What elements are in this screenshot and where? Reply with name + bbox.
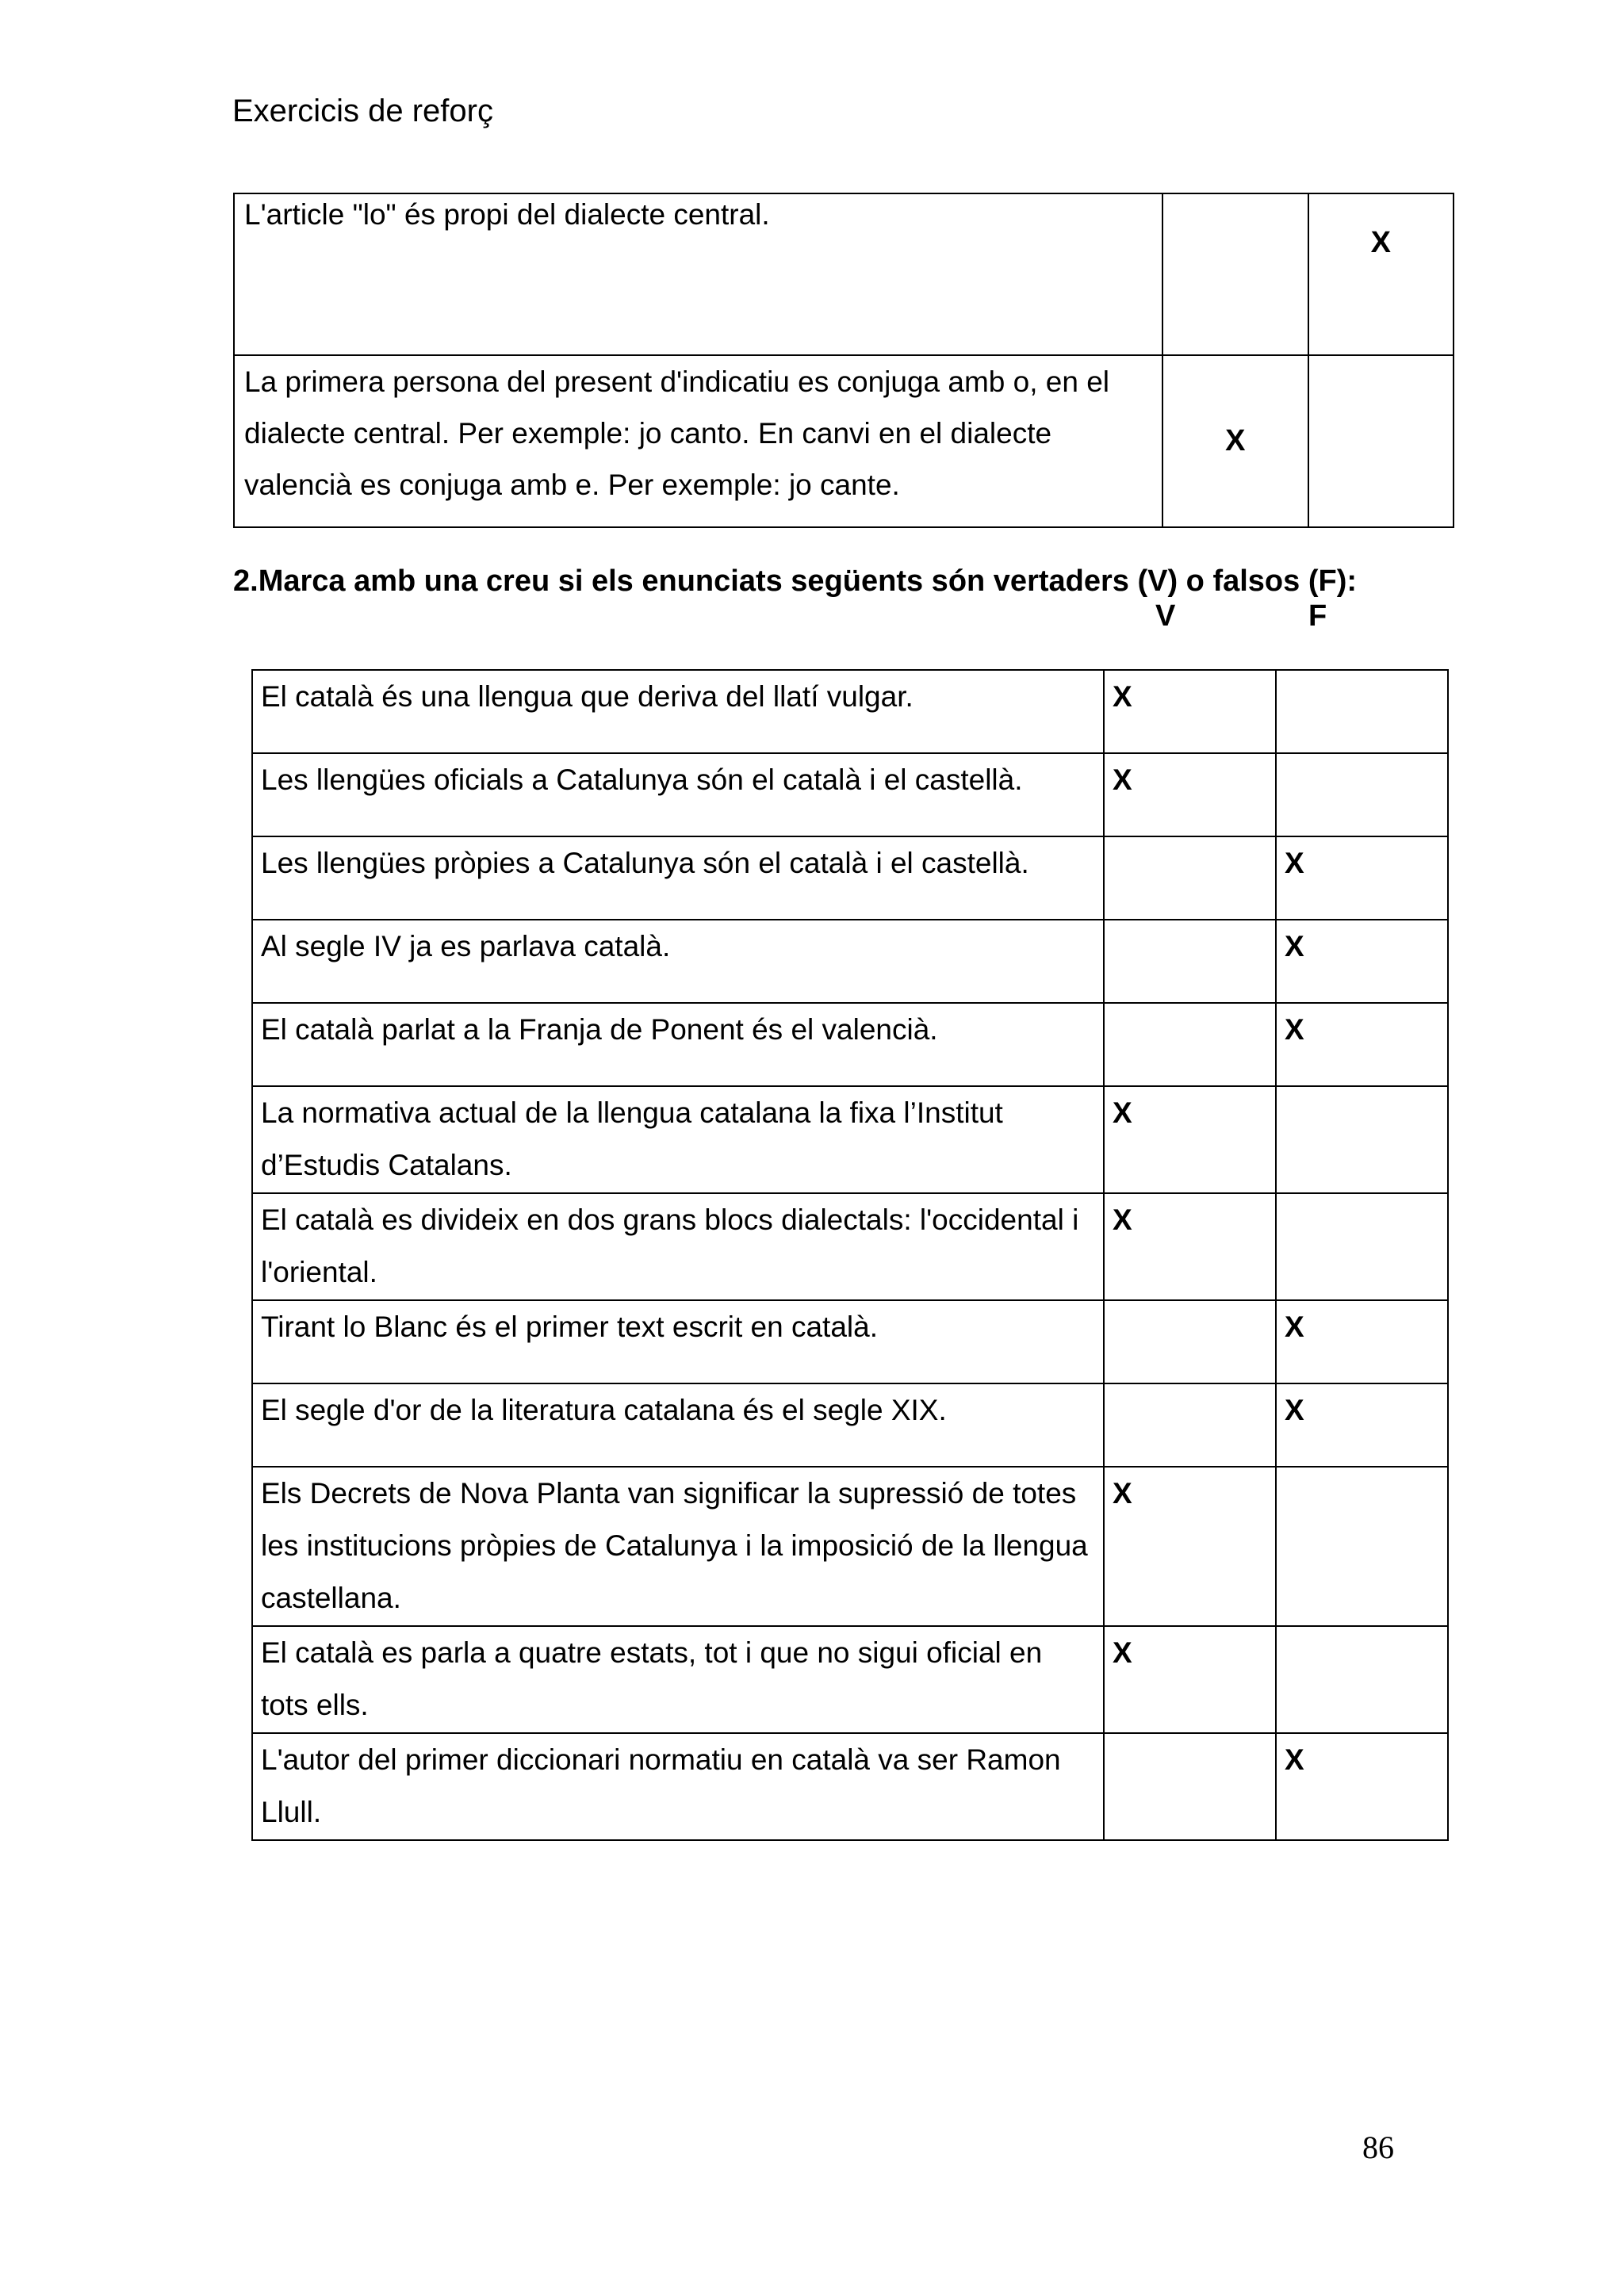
false-mark-cell: X [1276, 836, 1448, 920]
true-mark-cell: X [1104, 1467, 1276, 1626]
false-mark-cell [1276, 1626, 1448, 1733]
false-mark-cell: X [1276, 1383, 1448, 1467]
table-row [252, 1467, 1448, 1626]
answer-table-2 [251, 669, 1449, 1841]
table-row [252, 1383, 1448, 1467]
column-header-false: F [1308, 599, 1327, 633]
statement-cell: Tirant lo Blanc és el primer text escrit en català. [252, 1300, 1104, 1383]
statement-cell: El segle d'or de la literatura catalana és el segle XIX. [252, 1383, 1104, 1467]
statement-cell: El català parlat a la Franja de Ponent és el valencià. [252, 1003, 1104, 1086]
true-mark-cell [1104, 1003, 1276, 1086]
true-mark-cell: X [1104, 670, 1276, 753]
table-row [252, 670, 1448, 753]
true-mark-cell [1104, 1733, 1276, 1840]
table-row [252, 836, 1448, 920]
table-row [234, 193, 1454, 355]
statement-cell: Les llengües pròpies a Catalunya són el català i el castellà. [252, 836, 1104, 920]
table-row [252, 1086, 1448, 1193]
false-mark-cell: X [1276, 920, 1448, 1003]
table-row [252, 1300, 1448, 1383]
page-header: Exercicis de reforç [232, 94, 493, 128]
true-mark-cell [1104, 1383, 1276, 1467]
statement-cell: El català és una llengua que deriva del llatí vulgar. [252, 670, 1104, 753]
table-row [252, 753, 1448, 836]
table-row [252, 1003, 1448, 1086]
column-header-true: V [1155, 599, 1176, 633]
true-mark-cell: X [1104, 753, 1276, 836]
statement-cell: Les llengües oficials a Catalunya són el català i el castellà. [252, 753, 1104, 836]
false-mark-cell [1276, 753, 1448, 836]
false-mark-cell: X [1276, 1003, 1448, 1086]
false-mark-cell [1276, 670, 1448, 753]
true-mark-cell [1104, 920, 1276, 1003]
false-mark-cell [1276, 1086, 1448, 1193]
table-row [234, 355, 1454, 527]
true-mark-cell [1104, 1300, 1276, 1383]
statement-cell: El català es parla a quatre estats, tot i que no sigui oficial en tots ells. [252, 1626, 1104, 1733]
page-number: 86 [1362, 2130, 1394, 2165]
true-mark-cell: X [1162, 355, 1308, 527]
statement-cell: La normativa actual de la llengua catalana la fixa l’Institut d’Estudis Catalans. [252, 1086, 1104, 1193]
answer-table-1 [233, 193, 1454, 528]
true-mark-cell: X [1104, 1086, 1276, 1193]
false-mark-cell [1308, 355, 1454, 527]
statement-cell: La primera persona del present d'indicatiu es conjuga amb o, en el dialecte central. Per exemple: jo canto. En canvi en el dialecte valencià es conjuga amb e. Per exemple: jo cante. [234, 355, 1162, 527]
table-row [252, 1193, 1448, 1300]
statement-cell: El català es divideix en dos grans blocs dialectals: l'occidental i l'oriental. [252, 1193, 1104, 1300]
true-mark-cell [1162, 193, 1308, 355]
statement-cell: Els Decrets de Nova Planta van significar la supressió de totes les institucions pròpies de Catalunya i la imposició de la llengua castellana. [252, 1467, 1104, 1626]
question-title: 2.Marca amb una creu si els enunciats següents són vertaders (V) o falsos (F): [233, 564, 1358, 598]
table-row [252, 1626, 1448, 1733]
false-mark-cell [1276, 1193, 1448, 1300]
false-mark-cell: X [1308, 193, 1454, 355]
true-mark-cell: X [1104, 1193, 1276, 1300]
table-row [252, 920, 1448, 1003]
statement-cell: Al segle IV ja es parlava català. [252, 920, 1104, 1003]
table-row [252, 1733, 1448, 1840]
true-mark-cell [1104, 836, 1276, 920]
true-mark-cell: X [1104, 1626, 1276, 1733]
false-mark-cell [1276, 1467, 1448, 1626]
false-mark-cell: X [1276, 1300, 1448, 1383]
statement-cell: L'autor del primer diccionari normatiu en català va ser Ramon Llull. [252, 1733, 1104, 1840]
false-mark-cell: X [1276, 1733, 1448, 1840]
statement-cell: L'article "lo" és propi del dialecte central. [234, 193, 1162, 355]
